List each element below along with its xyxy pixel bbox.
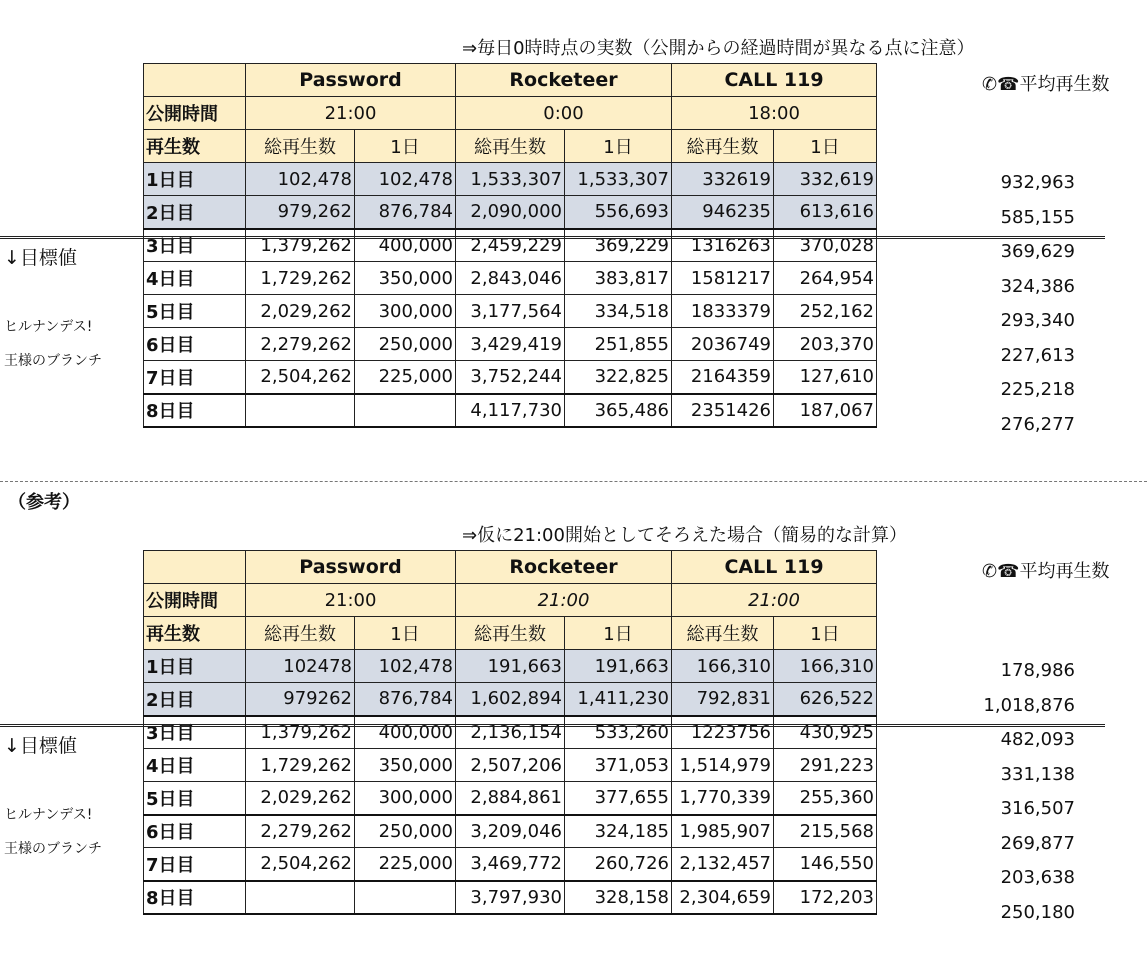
table-row [144, 815, 877, 848]
sub-day-label: 1日 [565, 130, 672, 163]
phone-icon: ✆☎ [982, 561, 1020, 582]
average-plays-value: 269,877 [1000, 832, 1075, 854]
average-plays-value: 369,629 [1000, 241, 1075, 262]
table-row [144, 881, 877, 914]
daily-plays-cell: 172,203 [774, 881, 877, 914]
day-label: 7日目 [144, 848, 246, 881]
sub-day-label: 1日 [355, 130, 456, 163]
sub-header-row [144, 130, 877, 163]
table-row [144, 782, 877, 815]
sub-day-label: 1日 [355, 617, 456, 650]
sub-day-label: 1日 [774, 130, 877, 163]
daily-plays-cell: 191,663 [565, 650, 672, 683]
sub-day-label: 1日 [565, 617, 672, 650]
daily-plays-cell: 371,053 [565, 749, 672, 782]
daily-plays-cell: 365,486 [565, 394, 672, 427]
top-avg-header [982, 70, 1110, 96]
table-row [144, 683, 877, 716]
release-time-call119: 21:00 [672, 584, 877, 617]
daily-plays-cell: 225,000 [355, 361, 456, 394]
daily-plays-cell: 876,784 [355, 683, 456, 716]
daily-plays-cell: 334,518 [565, 295, 672, 328]
cumulative-plays-cell: 2,132,457 [672, 848, 774, 881]
bottom-avg-header-label: 平均再生数 [1019, 561, 1110, 582]
average-plays-value: 250,180 [1000, 901, 1075, 923]
daily-plays-cell: 1,533,307 [565, 163, 672, 196]
daily-plays-cell: 102,478 [355, 650, 456, 683]
daily-plays-cell: 225,000 [355, 848, 456, 881]
bottom-table [143, 550, 877, 915]
daily-plays-cell: 430,925 [774, 716, 877, 749]
average-plays-value: 482,093 [1000, 729, 1075, 750]
average-plays-value: 331,138 [1000, 763, 1075, 785]
daily-plays-cell: 251,855 [565, 328, 672, 361]
cumulative-plays-cell: 2351426 [672, 394, 774, 427]
average-plays-value: 203,638 [1000, 867, 1075, 888]
daily-plays-cell: 370,028 [774, 229, 877, 262]
song-rocketeer: Rocketeer [456, 551, 672, 584]
daily-plays-cell: 400,000 [355, 716, 456, 749]
day-label: 1日目 [144, 163, 246, 196]
sub-total-label: 総再生数 [456, 617, 565, 650]
sub-day-label: 1日 [774, 617, 877, 650]
day-label: 6日目 [144, 328, 246, 361]
cumulative-plays-cell: 1223756 [672, 716, 774, 749]
average-plays-value: 932,963 [1000, 172, 1075, 193]
cumulative-plays-cell: 2036749 [672, 328, 774, 361]
cumulative-plays-cell: 2,029,262 [246, 782, 355, 815]
daily-plays-cell: 400,000 [355, 229, 456, 262]
cumulative-plays-cell: 332619 [672, 163, 774, 196]
cumulative-plays-cell: 1316263 [672, 229, 774, 262]
table-row [144, 262, 877, 295]
release-time-row [144, 97, 877, 130]
average-plays-value: 293,340 [1000, 310, 1075, 331]
cumulative-plays-cell: 166,310 [672, 650, 774, 683]
cumulative-plays-cell: 3,797,930 [456, 881, 565, 914]
plays-label: 再生数 [144, 130, 246, 163]
daily-plays-cell: 328,158 [565, 881, 672, 914]
daily-plays-cell: 250,000 [355, 815, 456, 848]
cumulative-plays-cell: 102,478 [246, 163, 355, 196]
plays-label: 再生数 [144, 617, 246, 650]
day-label: 3日目 [144, 229, 246, 262]
cumulative-plays-cell: 2,843,046 [456, 262, 565, 295]
table-row [144, 716, 877, 749]
cumulative-plays-cell: 3,177,564 [456, 295, 565, 328]
daily-plays-cell: 215,568 [774, 815, 877, 848]
cumulative-plays-cell: 3,209,046 [456, 815, 565, 848]
table-row [144, 163, 877, 196]
release-time-password: 21:00 [246, 97, 456, 130]
section-divider [0, 481, 1147, 482]
song-call119: CALL 119 [672, 551, 877, 584]
daily-plays-cell: 350,000 [355, 262, 456, 295]
song-call119: CALL 119 [672, 64, 877, 97]
table-row [144, 361, 877, 394]
top-avg-header-label: 平均再生数 [1019, 74, 1110, 95]
daily-plays-cell: 252,162 [774, 295, 877, 328]
day-label: 2日目 [144, 683, 246, 716]
day-label: 8日目 [144, 394, 246, 427]
cumulative-plays-cell: 3,469,772 [456, 848, 565, 881]
daily-plays-cell: 255,360 [774, 782, 877, 815]
cumulative-plays-cell: 2,507,206 [456, 749, 565, 782]
daily-plays-cell: 300,000 [355, 295, 456, 328]
show-label-1: ヒルナンデス! [4, 319, 93, 335]
cumulative-plays-cell: 1,379,262 [246, 716, 355, 749]
day-label: 8日目 [144, 881, 246, 914]
sub-total-label: 総再生数 [246, 617, 355, 650]
cumulative-plays-cell: 1,514,979 [672, 749, 774, 782]
cumulative-plays-cell: 2,504,262 [246, 361, 355, 394]
day-label: 7日目 [144, 361, 246, 394]
average-plays-value: 225,218 [1000, 379, 1075, 400]
day-label: 1日目 [144, 650, 246, 683]
cumulative-plays-cell: 946235 [672, 196, 774, 229]
table-row [144, 848, 877, 881]
cumulative-plays-cell: 979262 [246, 683, 355, 716]
cumulative-plays-cell [246, 881, 355, 914]
corner-cell [144, 551, 246, 584]
sub-total-label: 総再生数 [672, 130, 774, 163]
cumulative-plays-cell: 102478 [246, 650, 355, 683]
release-time-call119: 18:00 [672, 97, 877, 130]
daily-plays-cell: 377,655 [565, 782, 672, 815]
cumulative-plays-cell: 4,117,730 [456, 394, 565, 427]
show-label-2: 王様のブランチ [4, 353, 102, 369]
cumulative-plays-cell: 1833379 [672, 295, 774, 328]
song-header-row [144, 551, 877, 584]
phone-icon: ✆☎ [982, 74, 1020, 95]
target-divider [0, 724, 1105, 727]
daily-plays-cell: 291,223 [774, 749, 877, 782]
daily-plays-cell: 626,522 [774, 683, 877, 716]
cumulative-plays-cell: 2,090,000 [456, 196, 565, 229]
release-time-rocketeer: 0:00 [456, 97, 672, 130]
daily-plays-cell: 127,610 [774, 361, 877, 394]
target-label: ↓目標値 [4, 247, 77, 269]
sub-total-label: 総再生数 [456, 130, 565, 163]
average-plays-value: 324,386 [1000, 275, 1075, 297]
cumulative-plays-cell [246, 394, 355, 427]
daily-plays-cell: 260,726 [565, 848, 672, 881]
cumulative-plays-cell: 3,429,419 [456, 328, 565, 361]
cumulative-plays-cell: 2,304,659 [672, 881, 774, 914]
cumulative-plays-cell: 2164359 [672, 361, 774, 394]
bottom-avg-header [982, 557, 1110, 583]
reference-label: （参考） [8, 492, 80, 513]
cumulative-plays-cell: 191,663 [456, 650, 565, 683]
day-label: 2日目 [144, 196, 246, 229]
daily-plays-cell: 324,185 [565, 815, 672, 848]
sub-total-label: 総再生数 [672, 617, 774, 650]
song-password: Password [246, 64, 456, 97]
song-password: Password [246, 551, 456, 584]
release-time-password: 21:00 [246, 584, 456, 617]
cumulative-plays-cell: 1,770,339 [672, 782, 774, 815]
daily-plays-cell: 533,260 [565, 716, 672, 749]
top-table [143, 63, 877, 428]
day-label: 5日目 [144, 782, 246, 815]
daily-plays-cell: 264,954 [774, 262, 877, 295]
release-time-label: 公開時間 [144, 97, 246, 130]
table-row [144, 394, 877, 427]
cumulative-plays-cell: 1,602,894 [456, 683, 565, 716]
target-label: ↓目標値 [4, 735, 77, 757]
cumulative-plays-cell: 2,504,262 [246, 848, 355, 881]
average-plays-value: 178,986 [1000, 660, 1075, 681]
day-label: 4日目 [144, 749, 246, 782]
bottom-note: ⇒仮に21:00開始としてそろえた場合（簡易的な計算） [462, 525, 907, 546]
cumulative-plays-cell: 2,279,262 [246, 815, 355, 848]
daily-plays-cell: 350,000 [355, 749, 456, 782]
corner-cell [144, 64, 246, 97]
cumulative-plays-cell: 2,279,262 [246, 328, 355, 361]
day-label: 6日目 [144, 815, 246, 848]
show-label-2: 王様のブランチ [4, 841, 102, 857]
daily-plays-cell [355, 881, 456, 914]
release-time-row [144, 584, 877, 617]
daily-plays-cell: 332,619 [774, 163, 877, 196]
cumulative-plays-cell: 1,533,307 [456, 163, 565, 196]
daily-plays-cell: 1,411,230 [565, 683, 672, 716]
cumulative-plays-cell: 1,985,907 [672, 815, 774, 848]
cumulative-plays-cell: 1581217 [672, 262, 774, 295]
cumulative-plays-cell: 1,379,262 [246, 229, 355, 262]
table-row [144, 295, 877, 328]
day-label: 4日目 [144, 262, 246, 295]
top-note: ⇒毎日0時時点の実数（公開からの経過時間が異なる点に注意） [462, 38, 975, 59]
release-time-rocketeer: 21:00 [456, 584, 672, 617]
cumulative-plays-cell: 2,884,861 [456, 782, 565, 815]
daily-plays-cell: 300,000 [355, 782, 456, 815]
average-plays-value: 276,277 [1000, 413, 1075, 435]
daily-plays-cell: 146,550 [774, 848, 877, 881]
average-plays-value: 1,018,876 [983, 694, 1075, 716]
daily-plays-cell: 876,784 [355, 196, 456, 229]
show-label-1: ヒルナンデス! [4, 807, 93, 823]
table-row [144, 328, 877, 361]
cumulative-plays-cell: 1,729,262 [246, 749, 355, 782]
release-time-label: 公開時間 [144, 584, 246, 617]
daily-plays-cell: 102,478 [355, 163, 456, 196]
average-plays-value: 227,613 [1000, 344, 1075, 366]
daily-plays-cell: 203,370 [774, 328, 877, 361]
song-header-row [144, 64, 877, 97]
song-rocketeer: Rocketeer [456, 64, 672, 97]
average-plays-value: 316,507 [1000, 798, 1075, 819]
cumulative-plays-cell: 3,752,244 [456, 361, 565, 394]
daily-plays-cell: 613,616 [774, 196, 877, 229]
cumulative-plays-cell: 979,262 [246, 196, 355, 229]
table-row [144, 229, 877, 262]
sub-header-row [144, 617, 877, 650]
table-row [144, 749, 877, 782]
cumulative-plays-cell: 2,459,229 [456, 229, 565, 262]
table-row [144, 650, 877, 683]
target-divider [0, 236, 1105, 239]
daily-plays-cell: 166,310 [774, 650, 877, 683]
day-label: 3日目 [144, 716, 246, 749]
daily-plays-cell [355, 394, 456, 427]
cumulative-plays-cell: 2,029,262 [246, 295, 355, 328]
daily-plays-cell: 187,067 [774, 394, 877, 427]
cumulative-plays-cell: 1,729,262 [246, 262, 355, 295]
cumulative-plays-cell: 2,136,154 [456, 716, 565, 749]
daily-plays-cell: 556,693 [565, 196, 672, 229]
daily-plays-cell: 250,000 [355, 328, 456, 361]
table-row [144, 196, 877, 229]
sub-total-label: 総再生数 [246, 130, 355, 163]
average-plays-value: 585,155 [1000, 206, 1075, 228]
day-label: 5日目 [144, 295, 246, 328]
daily-plays-cell: 383,817 [565, 262, 672, 295]
daily-plays-cell: 369,229 [565, 229, 672, 262]
cumulative-plays-cell: 792,831 [672, 683, 774, 716]
daily-plays-cell: 322,825 [565, 361, 672, 394]
